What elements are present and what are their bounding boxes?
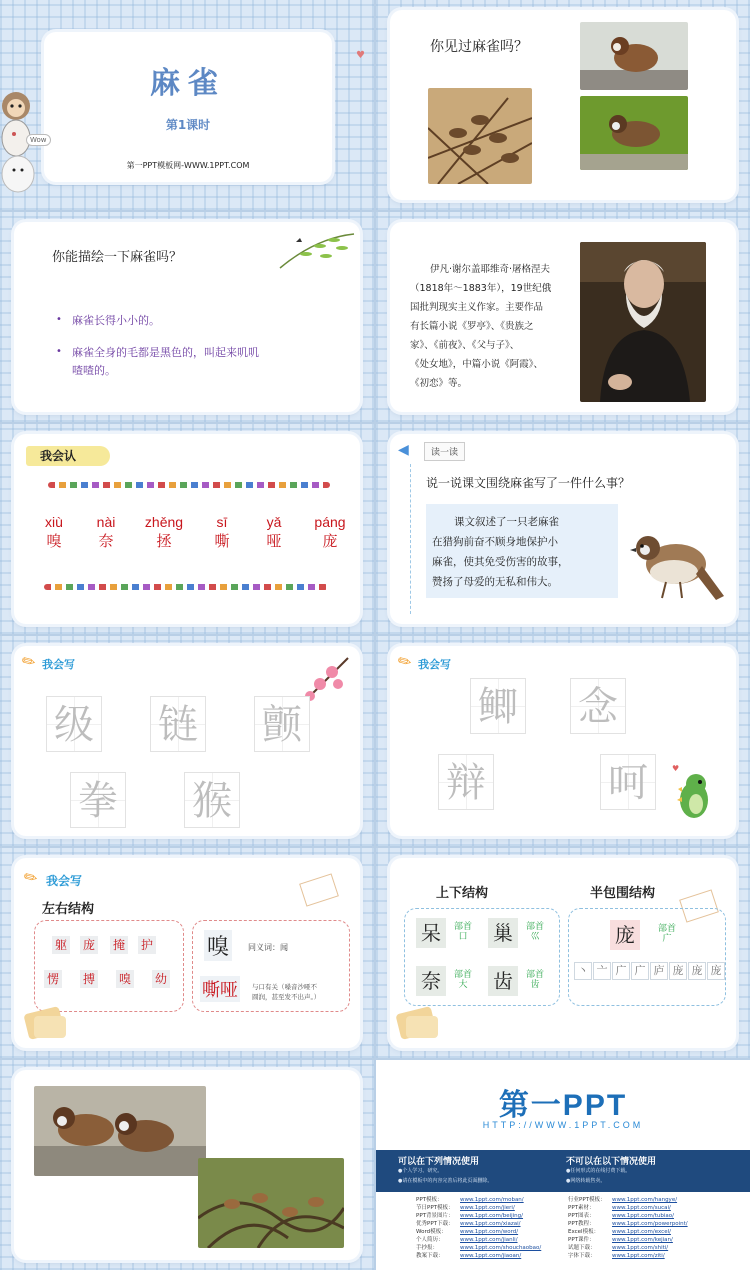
writing-grid-char: 拳 [70,772,126,828]
heart-icon: ♥ [356,50,365,61]
usage-forbidden-title: 不可以在以下情况使用 [566,1157,657,1167]
writing-grid-char: 呵 [600,754,656,810]
char-tile: 奈 [416,966,446,996]
content-card [390,858,736,1048]
link-url[interactable]: www.1ppt.com/moban/ [460,1197,524,1203]
sparrows-on-vines-photo [198,1158,344,1248]
stroke-step: 丶 [574,962,592,980]
link-url[interactable]: www.1ppt.com/word/ [460,1229,519,1235]
link-label: Word模板： [416,1229,447,1235]
char-row [34,514,354,551]
usage-forbidden-item: ●任何形式的在线付费下载。 [566,1168,631,1174]
question-text: 你能描绘一下麻雀吗？ [52,250,183,265]
usage-allowed-title: 可以在下列情况使用 [398,1157,480,1167]
hanzi: 拯 [156,532,172,550]
char-item [138,514,190,551]
stroke-step: 庞 [688,962,706,980]
bead-string-bottom [44,584,328,590]
pencil-icon: ✎ [18,649,40,674]
link-label: 手抄报： [416,1245,439,1251]
links-left [416,1196,541,1260]
link-row[interactable] [416,1252,541,1260]
radical-caption: 部首 [525,922,544,932]
writing-grid-char: 颤 [254,696,310,752]
big-char: 嗅 [204,930,232,961]
bullet-dot: • [56,314,62,325]
pinyin: páng [314,514,346,530]
link-url[interactable]: www.1ppt.com/beijing/ [460,1213,524,1219]
link-row[interactable] [568,1228,688,1236]
hanzi: 庞 [322,532,338,550]
link-url[interactable]: www.1ppt.com/jianli/ [460,1237,518,1243]
slide-4[interactable] [376,212,750,422]
radical-label [524,970,546,990]
writing-grid-char: 级 [46,696,102,752]
lesson-subtitle: 第1课时 [165,118,211,132]
bio-line: （1818年～1883年），19世纪俄 [410,283,552,294]
slide-7[interactable] [0,636,374,846]
usage-band [376,1150,750,1192]
content-card [390,222,736,412]
question-text: 说一说课文围绕麻雀写了一件什么事？ [426,476,631,490]
question-text: 你见过麻雀吗？ [430,39,528,55]
slide-10[interactable] [376,848,750,1058]
link-url[interactable]: www.1ppt.com/jiaoan/ [460,1253,522,1259]
answer-line: 麻雀，使其免受伤害的故事， [432,556,569,568]
radical-caption: 部首 [453,922,472,932]
section-tag: 我会写 [46,874,83,888]
pencil-icon: ✎ [394,649,416,674]
content-card [14,646,360,836]
bullet-item-continued: 喳喳的。 [72,364,116,377]
radical-value: 口 [458,932,468,942]
char-tile: 愣 [44,970,62,988]
link-row[interactable] [416,1212,541,1220]
willow-branch-icon [276,228,356,274]
bio-line: 《初恋》等。 [410,378,468,389]
content-card [390,434,736,624]
slide-6[interactable] [376,424,750,634]
radical-label [524,922,546,942]
structure-heading: 半包围结构 [590,886,656,901]
writing-grid-char: 猴 [184,772,240,828]
content-card [14,222,360,412]
link-url[interactable]: www.1ppt.com/sucai/ [612,1205,671,1211]
link-url[interactable]: www.1ppt.com/jieri/ [460,1205,515,1211]
bead-string-top [48,482,330,488]
answer-line: 赞扬了母爱的无私和伟大。 [432,576,558,588]
radical-label [452,922,474,942]
radical-value: 大 [458,980,468,990]
link-row[interactable] [568,1244,688,1252]
writing-grid-char: 辩 [438,754,494,810]
site-credit: 第一PPT模板网-WWW.1PPT.COM [126,161,250,170]
word-note: 圆润，甚至发不出声。） [252,993,321,1001]
link-url[interactable]: www.1ppt.com/shiti/ [612,1245,669,1251]
stroke-order-row [574,962,725,980]
sparrow-on-grass-photo [580,96,688,170]
synonym-note: 同义词：闻 [248,943,288,952]
cracker-icon [392,1004,444,1042]
usage-allowed-item: ●个人学习、研究。 [398,1168,443,1174]
hanzi: 嗅 [46,532,62,550]
link-url[interactable]: www.1ppt.com/powerpoint/ [612,1221,688,1227]
hanzi: 哑 [266,532,282,550]
answer-line: 课文叙述了一只老麻雀 [454,516,559,528]
bio-line: 有长篇小说《罗亭》、《贵族之 [410,321,534,332]
link-label: 节日PPT模板： [416,1205,454,1211]
link-label: PPT模板： [416,1197,443,1203]
link-row[interactable] [568,1204,688,1212]
stroke-step: 亠 [593,962,611,980]
link-row[interactable] [416,1228,541,1236]
char-item [254,514,294,551]
content-card [14,1070,360,1260]
slide-5[interactable] [0,424,374,634]
link-label: 试题下载： [568,1245,596,1251]
radical-label [656,924,678,944]
title-card [44,32,332,182]
link-url[interactable]: www.1ppt.com/tubiao/ [612,1213,674,1219]
stroke-step: 庞 [707,962,725,980]
link-label: PPT教程： [568,1221,595,1227]
link-label: 字体下载： [568,1253,596,1259]
stroke-step: 庞 [669,962,687,980]
link-label: 优秀PPT下载： [416,1221,454,1227]
radical-value: 广 [662,934,672,944]
link-row[interactable] [568,1220,688,1228]
char-tile: 护 [138,936,156,954]
char-tile: 掩 [110,936,128,954]
link-label: PPT背景图片： [416,1213,454,1219]
pinyin: sī [216,514,228,530]
slide-2[interactable] [376,0,750,210]
char-tile: 庞 [610,920,640,950]
pencil-icon: ✎ [20,865,42,890]
answer-line: 在猎狗前奋不顾身地保护小 [432,536,558,548]
two-sparrows-photo [34,1086,206,1176]
link-row[interactable] [568,1252,688,1260]
brand-logo: 第一PPT [498,1089,628,1122]
radical-value: 巛 [530,932,540,942]
lesson-title: 麻雀 [150,66,226,101]
link-row[interactable] [568,1196,688,1204]
notebook-icon [299,873,339,906]
char-tile: 庞 [80,936,98,954]
link-row[interactable] [568,1236,688,1244]
link-row[interactable] [416,1220,541,1228]
char-tile: 幼 [152,970,170,988]
content-card [14,434,360,624]
word-note: 与口有关（嗓音沙哑不 [252,983,317,991]
author-bio [410,260,586,393]
bullet-item: 麻雀全身的毛都是黑色的，叫起来叽叽 [72,346,259,359]
radical-value: 齿 [530,980,540,990]
char-tile: 齿 [488,966,518,996]
hanzi: 嘶 [214,532,230,550]
section-tag: 读一读 [424,442,465,461]
wow-bubble: Wow [26,134,51,146]
links-right [568,1196,688,1260]
radical-caption: 部首 [525,970,544,980]
usage-allowed-item: ●请在模板中的内容完善后将此页面删除。 [398,1178,493,1184]
pinyin: nài [96,514,116,530]
stroke-step: 广 [631,962,649,980]
char-tile: 搏 [80,970,98,988]
link-label: 个人简历： [416,1237,444,1243]
structure-heading: 上下结构 [436,886,489,901]
section-tag-label: 我会认 [40,449,77,463]
pang-panel [568,908,726,1006]
char-tile: 呆 [416,918,446,948]
brand-url: HTTP://WWW.1PPT.COM [482,1120,644,1130]
link-label: PPT素材： [568,1205,595,1211]
writing-grid-char: 念 [570,678,626,734]
slide-9[interactable] [0,848,374,1058]
link-row[interactable] [568,1212,688,1220]
bio-line: 《处女地》，中篇小说《阿霞》、 [410,359,544,370]
writing-grid-char: 链 [150,696,206,752]
content-card [14,858,360,1048]
char-panel [34,920,184,1012]
link-label: 行业PPT模板： [568,1197,606,1203]
pinyin: xiù [45,514,63,530]
section-tag [26,446,110,466]
link-label: 教案下载： [416,1253,444,1259]
link-label: PPT课件： [568,1237,595,1243]
slide-12[interactable] [376,1060,750,1270]
char-item [34,514,74,551]
turgenev-portrait [580,242,706,402]
slide-3[interactable] [0,212,374,422]
link-url[interactable]: www.1ppt.com/xiazai/ [460,1221,521,1227]
radical-caption: 部首 [453,970,472,980]
sparrow-illustration [626,516,726,616]
link-label: PPT图表： [568,1213,595,1219]
heart-icon: ♥ [672,764,680,773]
char-tile: 嗅 [116,970,134,988]
writing-grid-char: 鲫 [470,678,526,734]
bullet-dot: • [56,346,62,357]
pinyin: yǎ [266,514,282,530]
link-row[interactable] [416,1196,541,1204]
stroke-step: 广 [612,962,630,980]
bio-line: 家》、《前夜》、《父与子》、 [410,340,520,351]
link-url[interactable]: www.1ppt.com/ziti/ [612,1253,665,1259]
char-tile: 躯 [52,936,70,954]
pinyin: zhěng [144,514,184,530]
structure-heading: 左右结构 [42,902,95,917]
megaphone-icon: ◀ [398,442,409,458]
char-item [202,514,242,551]
link-url[interactable]: www.1ppt.com/shouchaobao/ [460,1245,542,1251]
link-url[interactable]: www.1ppt.com/excel/ [612,1229,671,1235]
link-url[interactable]: www.1ppt.com/hangye/ [612,1197,678,1203]
sparrows-on-branch-photo [428,88,532,184]
bullet-item: 麻雀长得小小的。 [72,314,160,327]
cracker-icon [20,1004,72,1042]
answer-box [426,504,618,598]
char-tile: 巢 [488,918,518,948]
section-tag: 我会写 [42,658,75,671]
bio-line: 伊凡·谢尔盖耶维奇·屠格涅夫 [430,264,551,275]
slide-8[interactable] [376,636,750,846]
char-item [86,514,126,551]
link-url[interactable]: www.1ppt.com/kejian/ [612,1237,673,1243]
slide-1[interactable] [0,0,374,210]
slide-11[interactable] [0,1060,374,1270]
section-tag: 我会写 [418,658,451,671]
dinosaur-cartoon-icon [674,772,714,822]
content-card [390,646,736,836]
char-item [306,514,354,551]
link-row[interactable] [416,1244,541,1252]
big-word: 嘶哑 [200,976,240,1002]
content-card [390,10,736,200]
radical-caption: 部首 [657,924,676,934]
link-row[interactable] [416,1236,541,1244]
usage-forbidden-item: ●网络转载售卖。 [566,1178,606,1184]
sparrow-on-rock-photo [580,22,688,90]
link-row[interactable] [416,1204,541,1212]
radical-label [452,970,474,990]
stroke-step: 庐 [650,962,668,980]
hanzi: 奈 [98,532,114,550]
bio-line: 国批判现实主义作家。主要作品 [410,302,544,313]
link-label: Excel模板： [568,1229,600,1235]
